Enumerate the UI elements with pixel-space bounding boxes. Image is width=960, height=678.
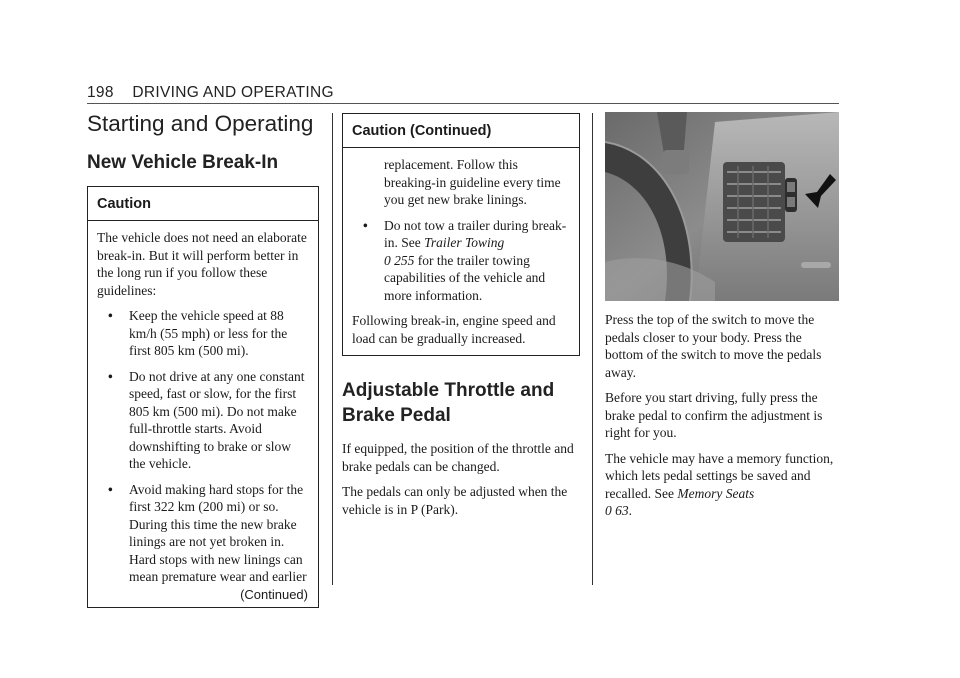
list-item-text: Avoid making hard stops for the first 322 km (200 mi) or so. During this time the new brake linings are not yet broken in. Hard stops with new linings can mean premature wear and earlier <box>129 481 307 584</box>
subsection-heading: Adjustable Throttle and Brake Pedal <box>342 380 555 426</box>
column-3 <box>605 112 839 528</box>
bullet-icon: • <box>363 217 368 233</box>
list-item-text: Do not tow a trailer during break-in. See <box>384 217 567 250</box>
cross-reference-link[interactable]: Trailer Towing <box>424 235 505 250</box>
paragraph <box>605 450 839 520</box>
page-header <box>87 84 334 102</box>
caution-body <box>88 221 318 603</box>
header-rule <box>87 103 839 104</box>
caution-heading: Caution (Continued) <box>343 114 579 148</box>
bullet-icon: • <box>108 481 113 497</box>
continued-label: (Continued) <box>240 586 308 602</box>
caution-list <box>97 307 308 586</box>
caution-intro: The vehicle does not need an elaborate break-in. But it will perform better in the long run if you follow these guidelines: <box>97 230 307 298</box>
list-item <box>97 307 308 360</box>
section-title: DRIVING AND OPERATING <box>132 84 334 101</box>
bullet-icon: • <box>108 368 113 384</box>
paragraph: If equipped, the position of the throttle and brake pedals can be changed. <box>342 441 574 474</box>
body-text <box>605 311 839 520</box>
caution-body <box>343 148 579 347</box>
list-item-text: Do not drive at any one constant speed, fast or slow, for the first 805 km (500 mi). Do not make full-throttle starts. Avoid downshifting to brake or slow the vehicle. <box>129 368 305 471</box>
paragraph-text: . <box>628 503 632 518</box>
caution-heading: Caution <box>88 187 318 221</box>
caution-closing: Following break-in, engine speed and load can be gradually increased. <box>352 313 556 346</box>
list-item <box>97 368 308 473</box>
page-reference[interactable]: 0 255 <box>384 252 415 268</box>
paragraph-text: The vehicle may have a memory function, which lets pedal settings be saved and recalled. See <box>605 450 834 501</box>
page-reference[interactable]: 0 63 <box>605 503 629 518</box>
list-item-text: for the trailer towing capabilities of the vehicle and more information. <box>384 252 546 303</box>
caution-continued-text: replacement. Follow this breaking-in guideline every time you get new brake linings. <box>384 157 561 207</box>
pedal-switch-photo <box>605 112 839 301</box>
list-item <box>97 481 308 586</box>
caution-list <box>352 217 569 305</box>
column-1 <box>87 108 319 608</box>
page-number: 198 <box>87 84 114 101</box>
body-text <box>342 440 580 518</box>
paragraph: The pedals can only be adjusted when the vehicle is in P (Park). <box>342 484 568 517</box>
paragraph: Before you start driving, fully press the brake pedal to confirm the adjustment is right for you. <box>605 390 823 440</box>
list-item <box>352 217 569 305</box>
bullet-icon: • <box>108 308 113 323</box>
column-divider-2 <box>592 113 593 585</box>
cross-reference-link[interactable]: Memory Seats <box>677 485 755 501</box>
paragraph: Press the top of the switch to move the pedals closer to your body. Press the bottom of the switch to move the pedals away. <box>605 312 822 380</box>
subsection-heading: New Vehicle Break-In <box>87 152 279 173</box>
column-divider-1 <box>332 113 333 585</box>
list-item-text: Keep the vehicle speed at 88 km/h (55 mph) or less for the first 805 km (500 mi). <box>129 308 288 358</box>
caution-box-continued <box>342 113 580 356</box>
column-2 <box>342 113 580 526</box>
section-heading: Starting and Operating <box>87 111 314 136</box>
caution-box <box>87 186 319 608</box>
